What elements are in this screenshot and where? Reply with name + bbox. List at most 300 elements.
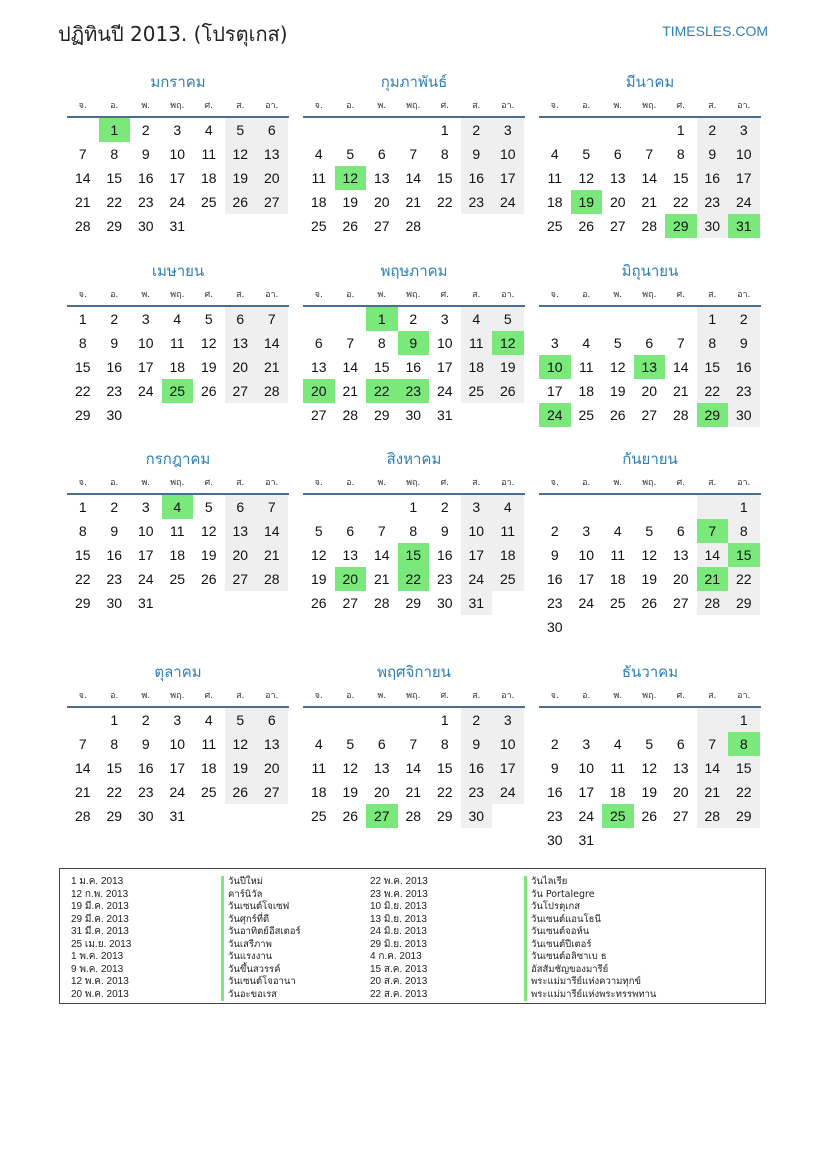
weekday-header: อา.: [265, 478, 279, 488]
day-cell: 3: [550, 335, 559, 351]
day-cell: 27: [672, 595, 689, 611]
day-cell: 21: [74, 784, 91, 800]
day-cell: 15: [74, 359, 91, 375]
empty-day-cell: [303, 495, 335, 519]
day-cell: 23: [137, 194, 154, 210]
empty-day-cell: [539, 708, 571, 732]
holiday-day-cell: 20: [335, 567, 367, 591]
weekday-header: อา.: [501, 478, 515, 488]
day-cell: 16: [546, 784, 563, 800]
day-cell: 9: [110, 523, 119, 539]
weekday-header-row: [303, 684, 525, 708]
day-cell: 19: [310, 571, 327, 587]
day-cell: 14: [74, 760, 91, 776]
weekday-header: ส.: [708, 290, 717, 300]
weekday-header: อ.: [110, 101, 119, 111]
month-name: เมษายน: [151, 262, 205, 280]
holiday-day-cell: 25: [162, 379, 194, 403]
day-cell: 24: [578, 808, 595, 824]
weekday-header-row: [539, 283, 761, 307]
day-cell: 13: [342, 547, 359, 563]
day-cell: 30: [546, 832, 563, 848]
weekday-header: พฤ.: [406, 478, 421, 488]
day-cell: 22: [436, 784, 453, 800]
weekday-header: อา.: [737, 290, 751, 300]
day-cell: 27: [672, 808, 689, 824]
day-cell: 3: [173, 122, 182, 138]
day-cell: 13: [373, 170, 390, 186]
day-cell: 21: [672, 383, 689, 399]
day-cell: 19: [609, 383, 626, 399]
holiday-name: วันอะขอเรส: [221, 989, 301, 1002]
weekday-header: อา.: [501, 290, 515, 300]
weekday-header: พ.: [377, 478, 387, 488]
day-cell: 25: [310, 218, 327, 234]
day-cell: 29: [106, 808, 123, 824]
day-cell: 8: [440, 146, 449, 162]
empty-day-cell: [398, 118, 430, 142]
legend-name-column: [221, 876, 301, 1001]
month-calendar: [67, 70, 289, 238]
month-calendar: [539, 259, 761, 427]
day-cell: 10: [492, 142, 524, 166]
day-cell: 11: [578, 359, 594, 375]
day-cell: 23: [546, 808, 563, 824]
holiday-date: 25 เม.ย. 2013: [71, 938, 132, 950]
empty-day-cell: [602, 118, 634, 142]
day-cell: 18: [546, 194, 563, 210]
holiday-date: 29 มิ.ย. 2013: [370, 938, 427, 950]
holiday-day-cell: 12: [492, 331, 524, 355]
day-cell: 6: [676, 736, 685, 752]
day-cell: 5: [492, 307, 524, 331]
day-cell: 19: [225, 756, 257, 780]
weekday-header: พ.: [613, 101, 623, 111]
day-cell: 24: [436, 383, 453, 399]
empty-day-cell: [366, 708, 398, 732]
day-cell: 22: [106, 194, 123, 210]
day-cell: 20: [373, 784, 390, 800]
weekday-header: จ.: [78, 691, 87, 701]
empty-day-cell: [665, 307, 697, 331]
holiday-date: 23 พ.ค. 2013: [370, 888, 428, 900]
weekday-header: พฤ.: [642, 691, 657, 701]
day-cell: 12: [225, 732, 257, 756]
holiday-name: วันเซนต์อลิซาเบ ธ: [524, 951, 656, 964]
day-cell: 16: [106, 359, 123, 375]
weekday-header: ศ.: [676, 691, 686, 701]
holiday-date: 9 พ.ค. 2013: [71, 963, 124, 975]
day-cell: 30: [697, 214, 729, 238]
day-cell: 29: [74, 407, 91, 423]
day-cell: 17: [169, 760, 186, 776]
weekday-header: พฤ.: [642, 101, 657, 111]
day-grid: [67, 307, 289, 427]
weekday-header: ศ.: [676, 101, 686, 111]
day-cell: 14: [373, 547, 390, 563]
day-cell: 3: [728, 118, 760, 142]
day-cell: 2: [110, 499, 119, 515]
legend-date-column: [370, 876, 428, 1001]
weekday-header: จ.: [78, 101, 87, 111]
day-cell: 20: [641, 383, 658, 399]
day-cell: 26: [310, 595, 327, 611]
holiday-name: วันไลเรีย: [524, 876, 656, 889]
day-cell: 10: [169, 736, 186, 752]
day-cell: 28: [256, 567, 288, 591]
day-cell: 1: [728, 708, 760, 732]
month-name: พฤษภาคม: [380, 262, 448, 280]
day-cell: 21: [256, 355, 288, 379]
day-cell: 20: [225, 543, 257, 567]
day-cell: 7: [377, 523, 386, 539]
day-cell: 9: [461, 732, 493, 756]
day-cell: 16: [137, 760, 154, 776]
day-cell: 2: [141, 122, 150, 138]
day-cell: 23: [461, 190, 493, 214]
day-cell: 17: [578, 571, 595, 587]
day-cell: 17: [728, 166, 760, 190]
day-cell: 11: [610, 547, 626, 563]
day-cell: 11: [311, 170, 327, 186]
day-grid: [303, 118, 525, 238]
holiday-date: 22 ส.ค. 2013: [370, 988, 428, 1000]
day-cell: 18: [492, 543, 524, 567]
month-name: ธันวาคม: [621, 663, 679, 681]
day-cell: 18: [609, 571, 626, 587]
holiday-day-cell: 27: [366, 804, 398, 828]
day-cell: 5: [225, 708, 257, 732]
day-cell: 26: [200, 571, 217, 587]
day-cell: 26: [200, 383, 217, 399]
day-cell: 13: [225, 331, 257, 355]
weekday-header: อ.: [346, 691, 355, 701]
holiday-name: วันเซนต์แอนโธนี: [524, 914, 656, 927]
day-cell: 1: [440, 122, 449, 138]
day-cell: 28: [697, 591, 729, 615]
day-cell: 1: [676, 122, 685, 138]
holiday-date: 10 มิ.ย. 2013: [370, 901, 427, 912]
day-cell: 4: [550, 146, 559, 162]
day-cell: 19: [200, 547, 217, 563]
holiday-day-cell: 21: [697, 567, 729, 591]
weekday-header: อา.: [737, 691, 751, 701]
weekday-header: พฤ.: [406, 691, 421, 701]
holiday-date: 1 พ.ค. 2013: [71, 951, 124, 962]
holiday-date: 15 ส.ค. 2013: [370, 963, 428, 975]
weekday-header: จ.: [314, 101, 323, 111]
day-cell: 31: [436, 407, 453, 423]
day-cell: 4: [314, 736, 323, 752]
month-calendar: [539, 70, 761, 238]
day-cell: 18: [200, 760, 217, 776]
day-cell: 5: [645, 523, 654, 539]
weekday-header: อา.: [737, 101, 751, 111]
weekday-header: พฤ.: [170, 478, 185, 488]
weekday-header: พ.: [141, 290, 151, 300]
month-name: มิถุนายน: [621, 262, 679, 280]
holiday-date: 1 ม.ค. 2013: [71, 876, 124, 887]
day-cell: 27: [256, 190, 288, 214]
month-calendar: [303, 447, 525, 615]
day-cell: 8: [110, 736, 119, 752]
day-cell: 22: [106, 784, 123, 800]
weekday-header: ส.: [236, 478, 245, 488]
weekday-header: พฤ.: [170, 691, 185, 701]
holiday-name: วันแรงงาน: [221, 951, 301, 964]
day-cell: 16: [697, 166, 729, 190]
day-cell: 29: [728, 591, 760, 615]
month-calendar: [67, 660, 289, 828]
weekday-header: อ.: [582, 290, 591, 300]
holiday-date: 19 มี.ค. 2013: [71, 901, 129, 912]
day-cell: 21: [641, 194, 658, 210]
day-cell: 2: [141, 712, 150, 728]
weekday-header: พฤ.: [642, 478, 657, 488]
weekday-header: ศ.: [676, 478, 686, 488]
month-name: กรกฎาคม: [145, 450, 211, 468]
weekday-header-row: [303, 471, 525, 495]
day-cell: 10: [436, 335, 453, 351]
day-cell: 2: [110, 311, 119, 327]
weekday-header: อา.: [265, 290, 279, 300]
day-cell: 21: [342, 383, 359, 399]
day-cell: 10: [728, 142, 760, 166]
empty-day-cell: [539, 495, 571, 519]
day-cell: 28: [405, 218, 422, 234]
day-cell: 9: [728, 331, 760, 355]
day-cell: 6: [377, 736, 386, 752]
day-cell: 15: [672, 170, 689, 186]
day-cell: 27: [310, 407, 327, 423]
day-cell: 21: [405, 194, 422, 210]
day-cell: 10: [461, 519, 493, 543]
day-cell: 20: [672, 571, 689, 587]
day-cell: 24: [169, 194, 186, 210]
day-cell: 3: [141, 499, 150, 515]
day-cell: 28: [672, 407, 689, 423]
day-cell: 26: [225, 780, 257, 804]
day-cell: 15: [697, 355, 729, 379]
holiday-legend: [59, 868, 766, 1004]
empty-day-cell: [665, 495, 697, 519]
day-cell: 29: [373, 407, 390, 423]
day-cell: 13: [256, 732, 288, 756]
weekday-header: อา.: [737, 478, 751, 488]
day-cell: 6: [346, 523, 355, 539]
day-cell: 16: [137, 170, 154, 186]
weekday-header: ส.: [236, 290, 245, 300]
day-cell: 18: [169, 359, 186, 375]
day-cell: 28: [373, 595, 390, 611]
day-cell: 6: [676, 523, 685, 539]
month-name: ตุลาคม: [154, 663, 202, 681]
weekday-header: ศ.: [204, 691, 214, 701]
holiday-day-cell: 1: [99, 118, 131, 142]
weekday-header: พ.: [141, 691, 151, 701]
weekday-header: พ.: [613, 290, 623, 300]
day-cell: 23: [728, 379, 760, 403]
day-cell: 28: [342, 407, 359, 423]
weekday-header: อ.: [582, 101, 591, 111]
day-cell: 14: [405, 170, 422, 186]
day-cell: 27: [256, 780, 288, 804]
holiday-name: วันโปรตุเกส: [524, 901, 656, 914]
weekday-header: ศ.: [440, 478, 450, 488]
day-cell: 17: [436, 359, 453, 375]
day-cell: 30: [461, 804, 493, 828]
day-cell: 30: [546, 619, 563, 635]
day-cell: 13: [256, 142, 288, 166]
day-cell: 11: [547, 170, 563, 186]
weekday-header: พฤ.: [170, 290, 185, 300]
holiday-day-cell: 19: [571, 190, 603, 214]
day-cell: 23: [546, 595, 563, 611]
day-cell: 8: [697, 331, 729, 355]
day-cell: 14: [672, 359, 689, 375]
day-cell: 4: [582, 335, 591, 351]
day-cell: 31: [578, 832, 595, 848]
day-grid: [303, 307, 525, 427]
day-cell: 12: [200, 523, 217, 539]
holiday-day-cell: 29: [665, 214, 697, 238]
empty-day-cell: [634, 118, 666, 142]
day-cell: 30: [106, 407, 123, 423]
weekday-header: พ.: [377, 290, 387, 300]
day-cell: 7: [676, 335, 685, 351]
empty-day-cell: [539, 307, 571, 331]
holiday-date: 22 พ.ค. 2013: [370, 876, 428, 887]
weekday-header: จ.: [78, 290, 87, 300]
day-cell: 21: [74, 194, 91, 210]
day-cell: 29: [728, 804, 760, 828]
day-cell: 10: [137, 335, 154, 351]
day-cell: 17: [137, 547, 154, 563]
day-grid: [67, 495, 289, 615]
day-cell: 30: [137, 218, 154, 234]
day-cell: 18: [200, 170, 217, 186]
day-cell: 21: [256, 543, 288, 567]
day-cell: 6: [645, 335, 654, 351]
day-cell: 23: [106, 383, 123, 399]
day-cell: 12: [609, 359, 626, 375]
holiday-name: พระแม่มารีย์แห่งพระทรรพทาน: [524, 989, 656, 1002]
day-cell: 28: [74, 808, 91, 824]
day-cell: 10: [492, 732, 524, 756]
day-cell: 7: [697, 732, 729, 756]
month-calendar: [303, 259, 525, 427]
day-cell: 23: [106, 571, 123, 587]
empty-day-cell: [366, 118, 398, 142]
day-cell: 31: [137, 595, 154, 611]
holiday-date: 24 มิ.ย. 2013: [370, 926, 427, 937]
day-cell: 7: [256, 307, 288, 331]
day-cell: 4: [204, 712, 213, 728]
weekday-header: จ.: [78, 478, 87, 488]
day-cell: 2: [728, 307, 760, 331]
day-cell: 21: [405, 784, 422, 800]
day-cell: 1: [78, 499, 87, 515]
day-cell: 17: [492, 166, 524, 190]
day-cell: 6: [377, 146, 386, 162]
empty-day-cell: [634, 495, 666, 519]
day-cell: 11: [201, 736, 217, 752]
day-cell: 5: [613, 335, 622, 351]
empty-day-cell: [67, 118, 99, 142]
day-cell: 6: [256, 708, 288, 732]
holiday-name: วันอาทิตย์อีสเตอร์: [221, 926, 301, 939]
day-cell: 7: [78, 146, 87, 162]
day-cell: 25: [200, 194, 217, 210]
weekday-header: ศ.: [440, 290, 450, 300]
day-cell: 2: [550, 736, 559, 752]
day-cell: 13: [310, 359, 327, 375]
day-cell: 11: [169, 335, 185, 351]
weekday-header: ศ.: [204, 290, 214, 300]
day-cell: 27: [225, 567, 257, 591]
empty-day-cell: [398, 708, 430, 732]
day-cell: 7: [256, 495, 288, 519]
weekday-header: ศ.: [676, 290, 686, 300]
holiday-date: 13 มิ.ย. 2013: [370, 913, 427, 925]
day-cell: 22: [436, 194, 453, 210]
day-cell: 25: [578, 407, 595, 423]
day-cell: 2: [697, 118, 729, 142]
holiday-date: 31 มี.ค. 2013: [71, 926, 129, 937]
day-cell: 4: [613, 736, 622, 752]
day-cell: 7: [409, 736, 418, 752]
empty-day-cell: [335, 495, 367, 519]
day-cell: 12: [342, 760, 359, 776]
weekday-header-row: [67, 283, 289, 307]
holiday-name: วัน Portalegre: [524, 889, 656, 902]
day-cell: 24: [137, 571, 154, 587]
day-cell: 3: [492, 118, 524, 142]
day-cell: 20: [609, 194, 626, 210]
month-calendar: [539, 447, 761, 639]
day-cell: 18: [461, 355, 493, 379]
holiday-day-cell: 15: [728, 543, 760, 567]
site-link[interactable]: TIMESLES.COM: [662, 23, 768, 39]
weekday-header: จ.: [314, 478, 323, 488]
day-cell: 26: [225, 190, 257, 214]
empty-day-cell: [303, 708, 335, 732]
holiday-date: 12 ก.พ. 2013: [71, 888, 129, 900]
day-cell: 25: [492, 567, 524, 591]
day-cell: 26: [641, 595, 658, 611]
day-cell: 7: [645, 146, 654, 162]
day-cell: 22: [74, 383, 91, 399]
day-cell: 6: [225, 495, 257, 519]
day-cell: 27: [641, 407, 658, 423]
weekday-header-row: [303, 94, 525, 118]
empty-day-cell: [697, 708, 729, 732]
day-cell: 8: [728, 519, 760, 543]
day-grid: [67, 708, 289, 828]
holiday-day-cell: 10: [539, 355, 571, 379]
day-cell: 16: [728, 355, 760, 379]
day-cell: 28: [405, 808, 422, 824]
day-cell: 8: [110, 146, 119, 162]
day-cell: 28: [256, 379, 288, 403]
day-cell: 24: [578, 595, 595, 611]
day-cell: 12: [578, 170, 595, 186]
day-cell: 20: [373, 194, 390, 210]
day-cell: 14: [697, 543, 729, 567]
month-name: สิงหาคม: [386, 450, 442, 468]
day-cell: 31: [169, 218, 186, 234]
day-cell: 1: [409, 499, 418, 515]
